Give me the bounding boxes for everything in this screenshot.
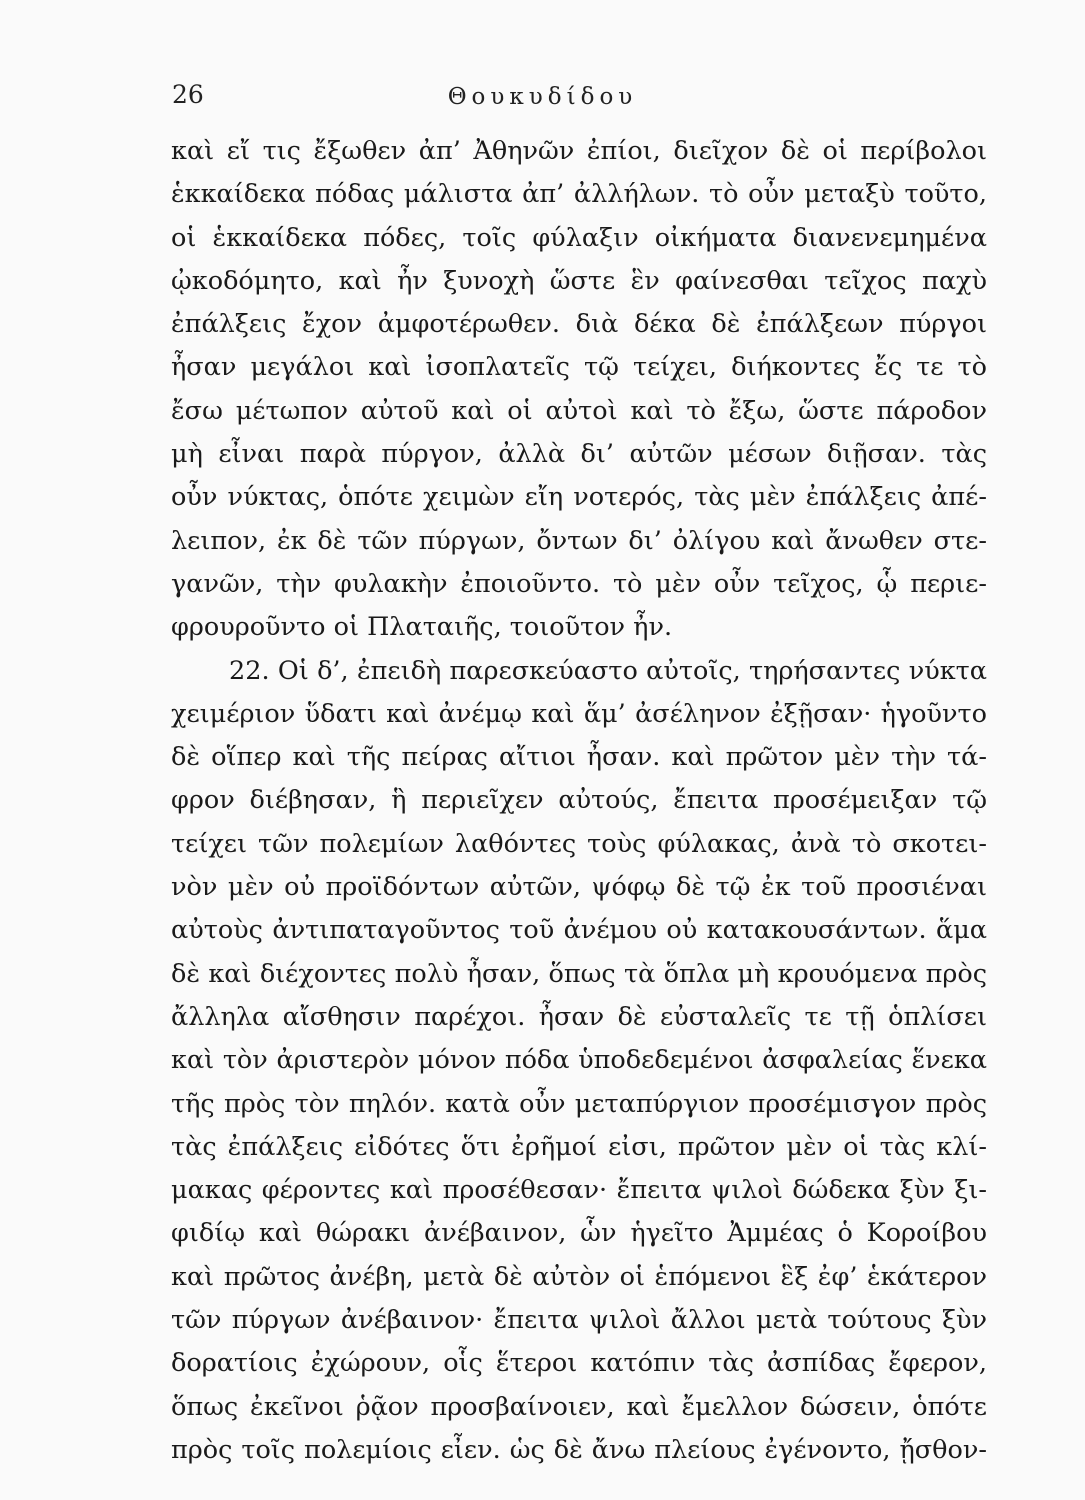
text-line: καὶ πρῶτος ἀνέβη, μετὰ δὲ αὐτὸν οἱ ἑπόμενοι ἓξ ἐφ’ ἑκάτερον — [171, 1261, 987, 1292]
text-line: αὐτοὺς ἀντιπαταγοῦντος τοῦ ἀνέμου οὐ κατακουσάντων. ἅμα — [171, 915, 987, 946]
paragraph-end-line: φρουροῦντο οἱ Πλαταιῆς, τοιοῦτον ἦν. — [171, 612, 673, 643]
text-line: καὶ εἴ τις ἔξωθεν ἀπ’ Ἀθηνῶν ἐπίοι, διεῖχον δὲ οἱ περίβολοι — [171, 136, 987, 166]
running-title: Θουκυδίδου — [447, 84, 638, 110]
page-number: 26 — [172, 80, 204, 109]
text-line: δορατίοις ἐχώρουν, οἷς ἕτεροι κατόπιν τὰς ἀσπίδας ἔφερον, — [171, 1348, 987, 1379]
text-line: δὲ καὶ διέχοντες πολὺ ἦσαν, ὅπως τὰ ὅπλα μὴ κρουόμενα πρὸς — [171, 958, 987, 989]
text-line: καὶ τὸν ἀριστερὸν μόνον πόδα ὑποδεδεμένοι ἀσφαλείας ἕνεκα — [171, 1045, 987, 1076]
text-line: ἐπάλξεις ἔχον ἀμφοτέρωθεν. διὰ δέκα δὲ ἐπάλξεων πύργοι — [171, 309, 987, 340]
body-text — [171, 130, 987, 1472]
text-line: ὅπως ἐκεῖνοι ῥᾷον προσβαίνοιεν, καὶ ἔμελλον δώσειν, ὁπότε — [171, 1391, 987, 1422]
text-line: λειπον, ἐκ δὲ τῶν πύργων, ὄντων δι’ ὀλίγου καὶ ἄνωθεν στε- — [171, 525, 987, 556]
text-line: μὴ εἶναι παρὰ πύργον, ἀλλὰ δι’ αὐτῶν μέσων διῇσαν. τὰς — [171, 439, 987, 470]
text-line: πρὸς τοῖς πολεμίοις εἶεν. ὡς δὲ ἄνω πλείους ἐγένοντο, ᾔσθον- — [171, 1434, 987, 1465]
text-line: τείχει τῶν πολεμίων λαθόντες τοὺς φύλακας, ἀνὰ τὸ σκοτει- — [171, 828, 987, 859]
text-line: φρον διέβησαν, ἣ περιεῖχεν αὐτούς, ἔπειτα προσέμειξαν τῷ — [171, 785, 987, 816]
text-line: οὖν νύκτας, ὁπότε χειμὼν εἴη νοτερός, τὰς μὲν ἐπάλξεις ἀπέ- — [171, 482, 987, 513]
text-line: ἔσω μέτωπον αὐτοῦ καὶ οἱ αὐτοὶ καὶ τὸ ἔξω, ὥστε πάροδον — [171, 395, 987, 426]
text-line: ᾠκοδόμητο, καὶ ἦν ξυνοχὴ ὥστε ἓν φαίνεσθαι τεῖχος παχὺ — [171, 265, 987, 296]
text-line: νὸν μὲν οὐ προϊδόντων αὐτῶν, ψόφῳ δὲ τῷ ἐκ τοῦ προσιέναι — [171, 872, 987, 903]
text-line: τῆς πρὸς τὸν πηλόν. κατὰ οὖν μεταπύργιον προσέμισγον πρὸς — [171, 1088, 987, 1119]
text-line: ἄλληλα αἴσθησιν παρέχοι. ἦσαν δὲ εὐσταλεῖς τε τῇ ὁπλίσει — [171, 1001, 987, 1032]
text-line: ἑκκαίδεκα πόδας μάλιστα ἀπ’ ἀλλήλων. τὸ οὖν μεταξὺ τοῦτο, — [171, 179, 987, 210]
text-line: οἱ ἑκκαίδεκα πόδες, τοῖς φύλαξιν οἰκήματα διανενεμημένα — [171, 222, 987, 253]
text-line: τὰς ἐπάλξεις εἰδότες ὅτι ἐρῆμοί εἰσι, πρῶτον μὲν οἱ τὰς κλί- — [171, 1131, 987, 1162]
text-line: φιδίῳ καὶ θώρακι ἀνέβαινον, ὧν ἡγεῖτο Ἀμμέας ὁ Κοροίβου — [171, 1218, 987, 1249]
chapter-22-first-line: 22. Οἱ δ’, ἐπειδὴ παρεσκεύαστο αὐτοῖς, τηρήσαντες νύκτα — [229, 655, 987, 686]
text-line: δὲ οἵπερ καὶ τῆς πείρας αἴτιοι ἦσαν. καὶ πρῶτον μὲν τὴν τά- — [171, 742, 987, 773]
text-line: μακας φέροντες καὶ προσέθεσαν· ἔπειτα ψιλοὶ δώδεκα ξὺν ξι- — [171, 1175, 987, 1206]
text-line: ἦσαν μεγάλοι καὶ ἰσοπλατεῖς τῷ τείχει, διήκοντες ἔς τε τὸ — [171, 352, 987, 383]
text-line: γανῶν, τὴν φυλακὴν ἐποιοῦντο. τὸ μὲν οὖν τεῖχος, ᾧ περιε- — [171, 568, 987, 599]
text-line: τῶν πύργων ἀνέβαινον· ἔπειτα ψιλοὶ ἄλλοι μετὰ τούτους ξὺν — [171, 1305, 987, 1336]
text-line: χειμέριον ὕδατι καὶ ἀνέμῳ καὶ ἅμ’ ἀσέληνον ἐξῇσαν· ἡγοῦντο — [171, 698, 987, 729]
